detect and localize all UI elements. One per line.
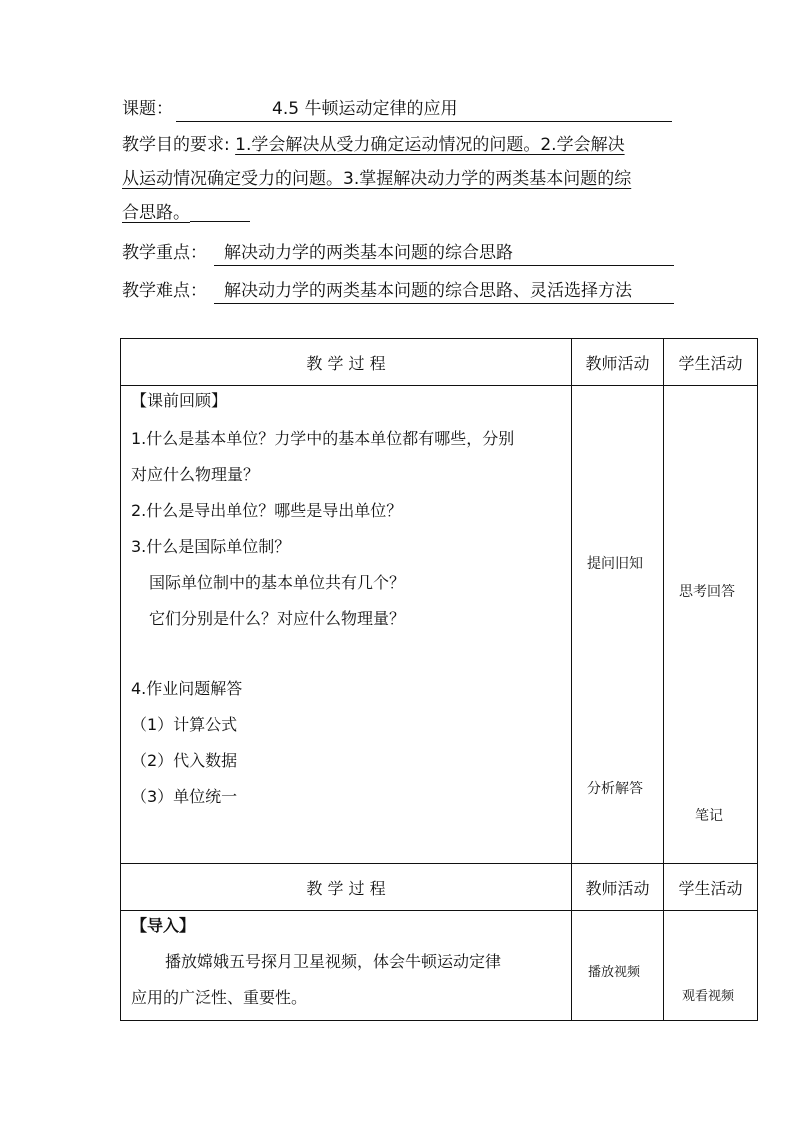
review-process-cell — [121, 386, 572, 864]
header-teacher-label-2: 教师活动 — [585, 878, 650, 898]
review-teacher-cell — [572, 386, 664, 864]
intro-text-line2: 应用的广泛性、重要性。 — [131, 988, 308, 1007]
goals-label: 教学目的要求: — [122, 135, 230, 155]
goals-line-2: 从运动情况确定受力的问题。3.掌握解决动力学的两类基本问题的综 — [122, 169, 632, 189]
difficult-points-field — [214, 279, 674, 304]
review-q4-step2: （2）代入数据 — [131, 751, 238, 770]
lesson-process-table — [120, 338, 758, 1021]
review-teacher-activity-2: 分析解答 — [587, 781, 643, 797]
header-student-label-2: 学生活动 — [678, 878, 743, 898]
intro-text-line1: 播放嫦娥五号探月卫星视频，体会牛顿运动定律 — [165, 952, 502, 971]
goals-line-3: 合思路。 — [122, 203, 190, 223]
review-q4-step3: （3）单位统一 — [131, 787, 238, 806]
review-q3-sub2: 它们分别是什么？对应什么物理量？ — [149, 609, 406, 628]
table-header-row — [121, 339, 758, 386]
review-q3-sub1: 国际单位制中的基本单位共有几个？ — [149, 573, 406, 592]
review-q3: 3.什么是国际单位制？ — [131, 537, 291, 556]
goals-line-1: 1.学会解决从受力确定运动情况的问题。2.学会解决 — [235, 135, 625, 155]
header-student-label: 学生活动 — [678, 353, 743, 373]
header-student-cell — [664, 339, 758, 386]
review-q1-line1: 1.什么是基本单位？力学中的基本单位都有哪些，分别 — [131, 429, 515, 448]
review-title: 【课前回顾】 — [131, 391, 228, 410]
review-q4: 4.作业问题解答 — [131, 679, 243, 698]
header-process-cell-2 — [121, 864, 572, 911]
header-student-cell-2 — [664, 864, 758, 911]
review-q1-line2: 对应什么物理量？ — [131, 465, 260, 484]
header-teacher-cell-2 — [572, 864, 664, 911]
header-process-cell — [121, 339, 572, 386]
table-header-row — [121, 864, 758, 911]
review-student-activity-2: 笔记 — [695, 808, 723, 824]
topic-label: 课题： — [122, 99, 173, 119]
intro-student-cell — [664, 911, 758, 1021]
review-q4-step1: （1）计算公式 — [131, 715, 238, 734]
intro-teacher-activity: 播放视频 — [588, 965, 641, 980]
intro-student-activity: 观看视频 — [682, 989, 735, 1004]
intro-process-cell — [121, 911, 572, 1021]
key-points-value: 解决动力学的两类基本问题的综合思路 — [224, 243, 513, 263]
header-process-label-2: 教 学 过 程 — [306, 878, 386, 898]
topic-value: 4.5 牛顿运动定律的应用 — [272, 99, 458, 119]
topic-field — [176, 97, 672, 122]
intro-teacher-cell — [572, 911, 664, 1021]
header-process-label: 教 学 过 程 — [306, 353, 386, 373]
header-teacher-label: 教师活动 — [585, 353, 650, 373]
difficult-points-label: 教学难点： — [122, 281, 207, 301]
review-student-activity-1: 思考回答 — [679, 584, 735, 600]
header-teacher-cell — [572, 339, 664, 386]
table-row-review — [121, 386, 758, 864]
intro-title: 【导入】 — [131, 916, 196, 935]
table-row-intro — [121, 911, 758, 1021]
key-points-label: 教学重点： — [122, 243, 207, 263]
review-student-cell — [664, 386, 758, 864]
difficult-points-value: 解决动力学的两类基本问题的综合思路、灵活选择方法 — [224, 281, 632, 301]
goals-paragraph — [122, 128, 678, 230]
review-teacher-activity-1: 提问旧知 — [587, 556, 643, 572]
key-points-field — [214, 241, 674, 266]
review-q2: 2.什么是导出单位？哪些是导出单位？ — [131, 501, 403, 520]
goals-blank-line — [190, 220, 250, 222]
